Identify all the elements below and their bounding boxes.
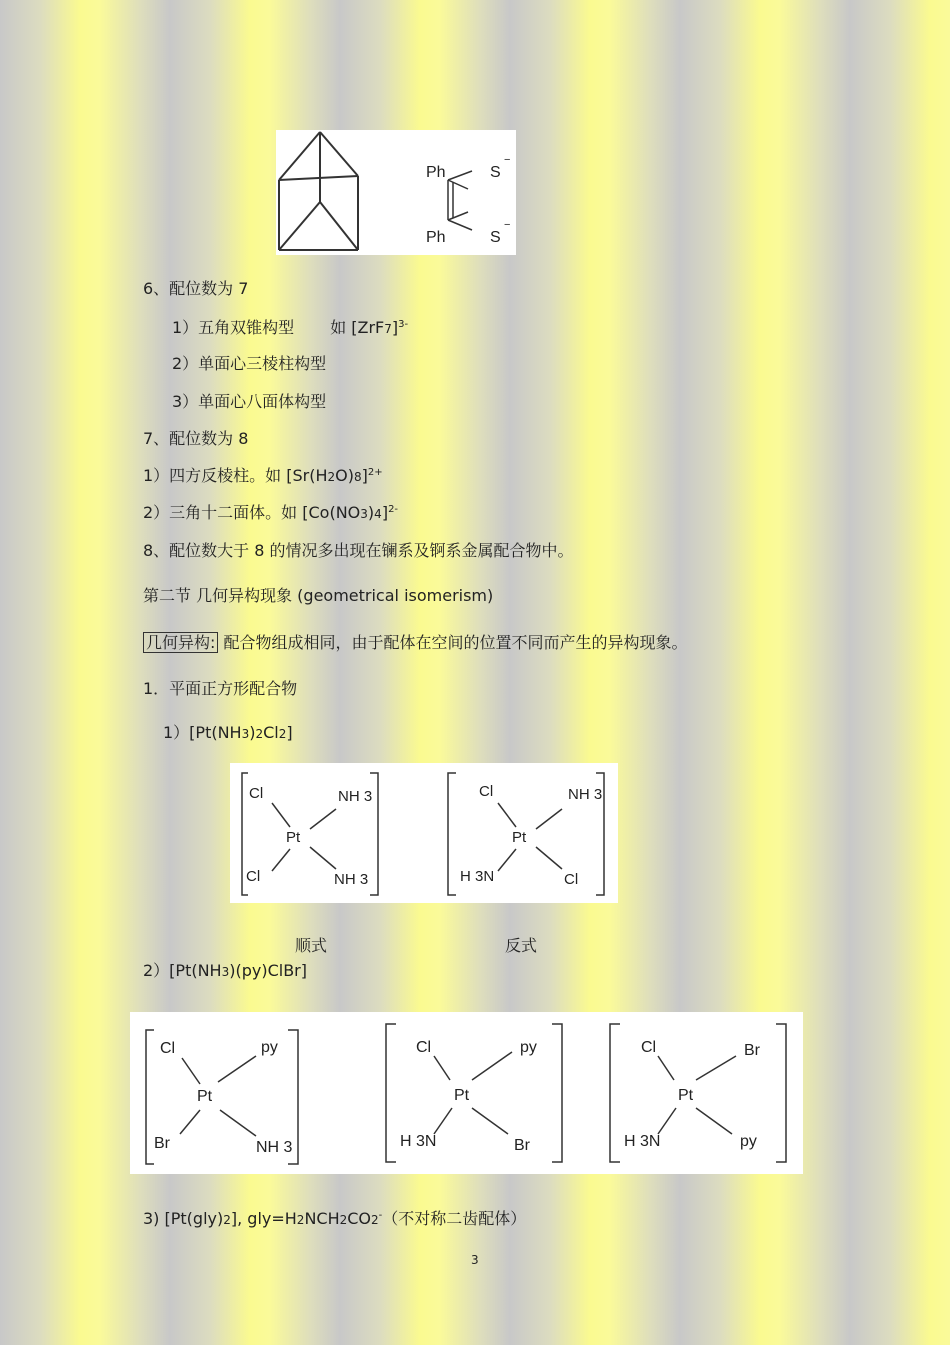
ex1-text: 1）[Pt(NH (163, 723, 242, 742)
ph-label-bottom: Ph (426, 229, 446, 246)
isomer-a-bottom-right: NH 3 (256, 1139, 293, 1156)
trans-ligand-top-left: Cl (479, 783, 494, 800)
subscript: 7 (384, 322, 392, 336)
example2-title (143, 958, 307, 981)
isomer-c-bottom-left: H 3N (624, 1133, 661, 1150)
isomer-a (146, 1030, 298, 1164)
isomer-c (610, 1024, 786, 1162)
cn8-item1-text: 1）四方反棱柱。如 [Sr(H (143, 466, 328, 485)
isomer-b-bottom-left: H 3N (400, 1133, 437, 1150)
s-label-top: S (490, 164, 501, 181)
isomer-panel-2 (130, 1012, 803, 1174)
isomer-b-top-right: py (520, 1039, 537, 1056)
formula-part: NCH (304, 1209, 340, 1228)
isomer-a-center: Pt (197, 1088, 213, 1105)
trans-isomer (448, 773, 604, 895)
cn7-item1-example: 如 [ZrF (330, 318, 385, 337)
cn7-item1 (172, 315, 408, 338)
subscript: 2 (296, 1213, 305, 1227)
example1-title (163, 720, 293, 743)
ex3-text: 3) [Pt(gly) (143, 1209, 224, 1228)
subscript: 2 (327, 470, 336, 484)
trans-label: 反式 (505, 936, 538, 955)
trans-ligand-bottom-right: Cl (564, 871, 579, 888)
s-label-bottom: S (490, 229, 501, 246)
cis-ligand-top-right: NH 3 (338, 788, 373, 805)
subscript: 4 (374, 507, 382, 521)
isomer-b-top-left: Cl (416, 1039, 432, 1056)
cis-isomer (242, 773, 378, 895)
isomer-b-bottom-right: Br (514, 1137, 530, 1154)
cn7-item3: 3）单面心八面体构型 (172, 392, 327, 411)
top-figure (276, 130, 516, 255)
cn8-item1 (143, 463, 383, 486)
charge-superscript: 2+ (367, 467, 383, 478)
page-number: 3 (471, 1253, 479, 1267)
subscript: 2 (278, 727, 287, 741)
ph-label-top: Ph (426, 164, 446, 181)
charge-bottom: − (504, 219, 511, 231)
charge-superscript: - (378, 1210, 383, 1221)
prism-and-ligand-drawing (276, 130, 516, 255)
subscript: 8 (354, 470, 362, 484)
cis-label: 顺式 (295, 936, 328, 955)
bracket: ] (286, 723, 293, 742)
trans-ligand-bottom-left: H 3N (460, 868, 495, 885)
example3-title (143, 1206, 526, 1229)
subscript: 2 (255, 727, 264, 741)
section-title: 第二节 几何异构现象 (geometrical isomerism) (143, 586, 494, 605)
isomer-c-center: Pt (678, 1087, 694, 1104)
ex3-note: （不对称二齿配体） (382, 1209, 527, 1228)
formula-part: ) (367, 503, 375, 522)
definition-text: 配合物组成相同，由于配体在空间的位置不同而产生的异构现象。 (218, 633, 688, 652)
subscript: 3 (221, 965, 230, 979)
cn8-item2 (143, 500, 398, 523)
cis-ligand-bottom-right: NH 3 (334, 871, 369, 888)
trans-ligand-top-right: NH 3 (568, 786, 603, 803)
cn8-heading: 7、配位数为 8 (143, 429, 249, 448)
subscript: 3 (241, 727, 250, 741)
subscript: 2 (371, 1213, 379, 1227)
cn8-item2-text: 2）三角十二面体。如 [Co(NO (143, 503, 361, 522)
isomer-c-top-right: Br (744, 1042, 760, 1059)
square-planar-heading: 1．平面正方形配合物 (143, 679, 298, 698)
isomer-panel-1-drawing (230, 763, 618, 903)
trigonal-prism-drawing (279, 132, 358, 250)
charge-top: − (504, 154, 511, 166)
cn-greater-than-8: 8、配位数大于 8 的情况多出现在镧系及锕系金属配合物中。 (143, 541, 574, 560)
trans-center: Pt (512, 829, 527, 846)
cn7-item2: 2）单面心三棱柱构型 (172, 354, 327, 373)
cn7-heading: 6、配位数为 7 (143, 279, 249, 298)
formula-part: )(py)ClBr] (229, 961, 307, 980)
isomer-c-top-left: Cl (641, 1039, 657, 1056)
isomer-a-top-right: py (261, 1039, 278, 1056)
isomer-a-bottom-left: Br (154, 1135, 170, 1152)
cis-center: Pt (286, 829, 301, 846)
charge-superscript: 3- (398, 319, 409, 330)
subscript: 2 (223, 1213, 231, 1227)
ex2-text: 2）[Pt(NH (143, 961, 222, 980)
subscript: 2 (339, 1213, 348, 1227)
definition-line (143, 630, 688, 653)
dithiolene-bonds (448, 171, 472, 230)
formula-part: Cl (263, 723, 279, 742)
bracket: ] (391, 318, 399, 337)
formula-part: ], gly=H (230, 1209, 297, 1228)
formula-part: ) (249, 723, 256, 742)
formula-part: O) (335, 466, 355, 485)
isomer-panel-2-drawing (130, 1012, 803, 1174)
definition-term: 几何异构: (143, 632, 218, 653)
cis-ligand-bottom-left: Cl (246, 868, 261, 885)
bracket: ] (381, 503, 389, 522)
isomer-c-bottom-right: py (740, 1133, 757, 1150)
isomer-panel-1 (230, 763, 618, 903)
isomer-b-center: Pt (454, 1087, 470, 1104)
cis-ligand-top-left: Cl (249, 785, 264, 802)
isomer-b (386, 1024, 562, 1162)
bracket: ] (361, 466, 368, 485)
isomer-a-top-left: Cl (160, 1040, 176, 1057)
formula-part: CO (347, 1209, 372, 1228)
subscript: 3 (360, 507, 368, 521)
cn7-item1-text: 1）五角双锥构型 (172, 318, 295, 337)
charge-superscript: 2- (388, 504, 399, 515)
